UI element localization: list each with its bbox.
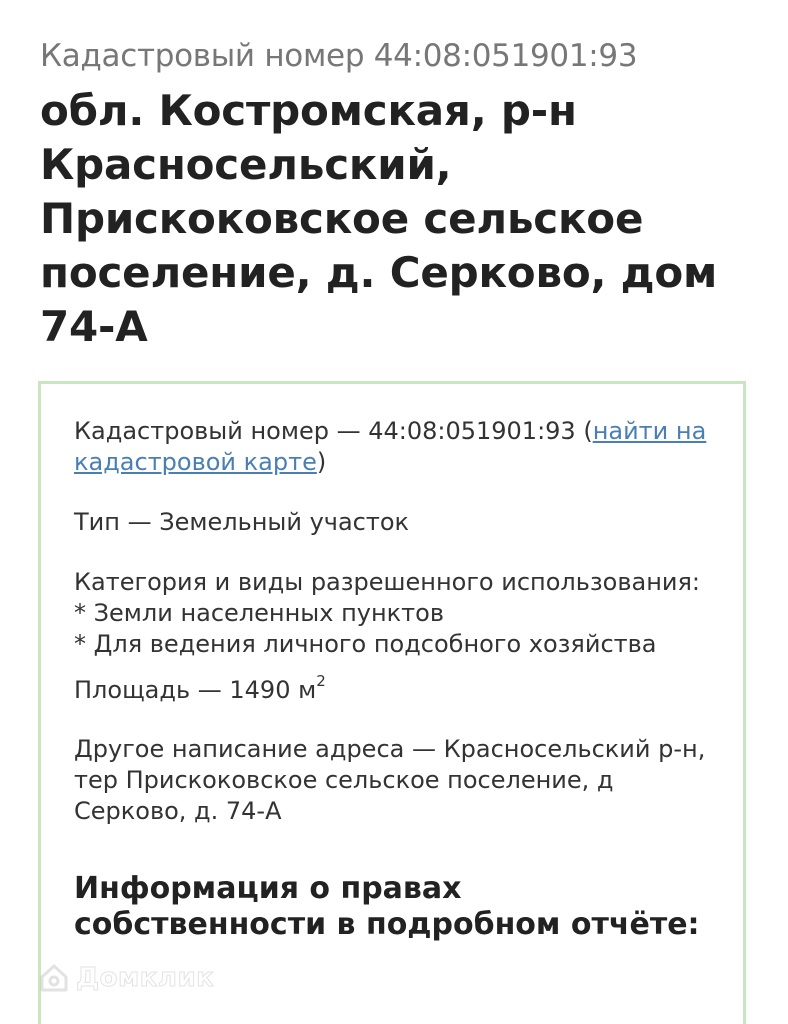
area-text: Площадь — 1490 м (74, 676, 317, 704)
alternate-address: Другое написание адреса — Красносельский р-н, тер Прискоковское сельское поселение, д Серково, д. 74-А (74, 735, 706, 825)
area-unit-superscript: 2 (316, 672, 326, 690)
cadastral-subtitle: Кадастровый номер 44:08:051901:93 (40, 38, 638, 74)
ownership-rights-heading: Информация о правах собственности в подробном отчёте: (74, 871, 700, 942)
watermark (38, 962, 214, 994)
category-label: Категория и виды разрешенного использования: (74, 568, 701, 596)
watermark-text: Домклик (76, 963, 215, 993)
cadastral-number-suffix: ) (316, 448, 327, 476)
property-info-card (38, 381, 746, 1024)
cadastral-map-link[interactable]: найти на кадастровой карте (74, 417, 707, 476)
area-row (74, 672, 724, 706)
property-type: Тип — Земельный участок (74, 508, 410, 536)
cadastral-number-row (74, 416, 724, 478)
cadastral-number-text: Кадастровый номер — 44:08:051901:93 ( (74, 417, 593, 445)
category-item: * Для ведения личного подсобного хозяйства (74, 630, 657, 658)
category-item: * Земли населенных пунктов (74, 599, 444, 627)
property-info-content (74, 416, 724, 943)
page-title: обл. Костромская, р-н Красносельский, Прискоковское сельское поселение, д. Серково, дом 74-А (40, 86, 718, 351)
domclick-logo-icon (38, 962, 70, 994)
